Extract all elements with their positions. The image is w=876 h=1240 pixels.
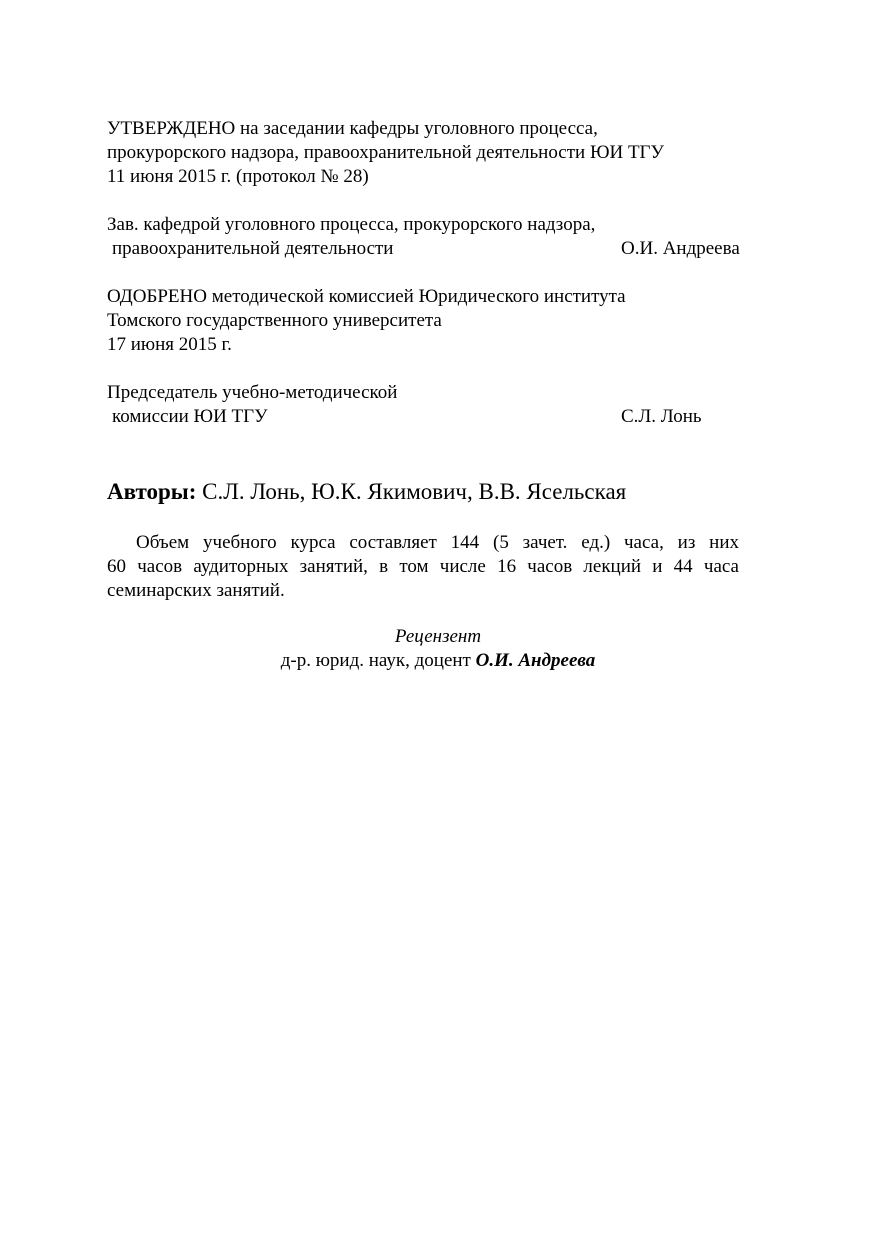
commission-approval-line-1: ОДОБРЕНО методической комиссией Юридического института <box>107 286 626 307</box>
head-signature-name: О.И. Андреева <box>621 238 740 259</box>
head-title-line-2: правоохранительной деятельности <box>112 238 394 259</box>
head-title-line-1: Зав. кафедрой уголовного процесса, прокурорского надзора, <box>107 214 596 235</box>
approval-line-2: прокурорского надзора, правоохранительной деятельности ЮИ ТГУ <box>107 142 664 163</box>
reviewer-line <box>0 649 876 673</box>
reviewer-credentials: д-р. юрид. наук, доцент <box>280 650 471 671</box>
chair-title-line-2: комиссии ЮИ ТГУ <box>112 406 268 427</box>
commission-approval-line-2: Томского государственного университета <box>107 310 442 331</box>
chair-title-line-1: Председатель учебно-методической <box>107 382 398 403</box>
authors-label: Авторы: <box>107 479 197 504</box>
commission-approval-date: 17 июня 2015 г. <box>107 334 232 355</box>
chair-signature-name: С.Л. Лонь <box>621 406 702 427</box>
approval-line-1: УТВЕРЖДЕНО на заседании кафедры уголовного процесса, <box>107 118 598 139</box>
reviewer-title: Рецензент <box>394 626 482 647</box>
course-volume-line-3: семинарских занятий. <box>107 580 285 601</box>
course-volume-line-2: 60 часов аудиторных занятий, в том числе 16 часов лекций и 44 часа <box>107 556 739 577</box>
reviewer-name: О.И. Андреева <box>475 650 596 671</box>
course-volume-line-1: Объем учебного курса составляет 144 (5 зачет. ед.) часа, из них <box>136 532 739 553</box>
authors-line <box>107 478 626 506</box>
approval-date-line: 11 июня 2015 г. (протокол № 28) <box>107 166 369 187</box>
authors-names: С.Л. Лонь, Ю.К. Якимович, В.В. Ясельская <box>202 479 627 504</box>
